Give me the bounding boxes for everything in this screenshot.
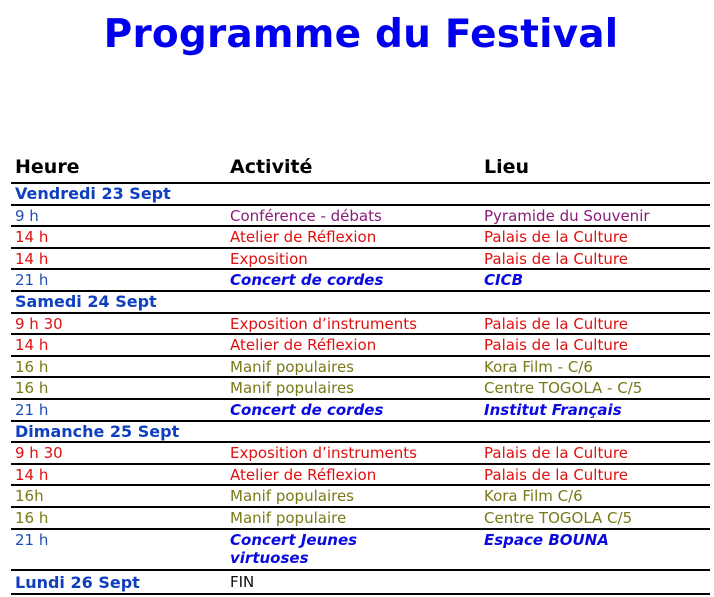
day-label: Lundi 26 Sept <box>15 573 140 593</box>
venue-cell: Palais de la Culture <box>484 314 628 333</box>
venue-cell: Palais de la Culture <box>484 249 628 268</box>
table-row <box>11 508 710 530</box>
activity-cell: Manif populaires <box>230 487 354 506</box>
table-row <box>11 249 710 271</box>
activity-cell: Exposition d’instruments <box>230 444 417 463</box>
venue-cell: Espace BOUNA <box>484 530 609 549</box>
activity-cell: Atelier de Réflexion <box>230 465 377 484</box>
time-cell: 9 h 30 <box>15 444 63 463</box>
venue-cell: Palais de la Culture <box>484 465 628 484</box>
time-cell: 14 h <box>15 249 49 268</box>
day-row <box>11 292 710 314</box>
venue-cell: Kora Film C/6 <box>484 487 583 506</box>
table-row <box>11 335 710 357</box>
venue-cell: Palais de la Culture <box>484 228 628 247</box>
time-cell: 16 h <box>15 508 49 527</box>
table-row <box>11 443 710 465</box>
venue-cell: Centre TOGOLA - C/5 <box>484 379 643 398</box>
time-cell: 9 h <box>15 206 39 225</box>
venue-cell: CICB <box>484 271 524 290</box>
activity-cell: Atelier de Réflexion <box>230 228 377 247</box>
activity-cell: Concert Jeunes virtuoses <box>230 530 358 567</box>
time-cell: 16h <box>15 487 44 506</box>
header-activite: Activité <box>230 156 313 178</box>
activity-cell: Conférence - débats <box>230 206 382 225</box>
activity-cell: Atelier de Réflexion <box>230 336 377 355</box>
venue-cell: Institut Français <box>484 400 622 419</box>
venue-cell: Pyramide du Souvenir <box>484 206 650 225</box>
activity-cell: Concert de cordes <box>230 271 384 290</box>
activity-cell: Manif populaires <box>230 379 354 398</box>
time-cell: 16 h <box>15 357 49 376</box>
header-heure: Heure <box>15 156 80 178</box>
header-lieu: Lieu <box>484 156 530 178</box>
time-cell: 14 h <box>15 228 49 247</box>
table-row <box>11 314 710 336</box>
day-label: Samedi 24 Sept <box>15 291 157 311</box>
page-title: Programme du Festival <box>103 12 619 57</box>
day-row <box>11 422 710 444</box>
venue-cell: Palais de la Culture <box>484 336 628 355</box>
table-header <box>11 156 710 184</box>
final-row <box>11 571 710 595</box>
activity-cell: Exposition <box>230 249 308 268</box>
activity-cell: Manif populaire <box>230 508 347 527</box>
time-cell: 21 h <box>15 271 49 290</box>
time-cell: 14 h <box>15 336 49 355</box>
activity-cell: Manif populaires <box>230 357 354 376</box>
table-row <box>11 357 710 379</box>
table-row <box>11 206 710 228</box>
activity-cell: FIN <box>230 573 255 592</box>
programme-table <box>11 156 710 595</box>
day-label: Vendredi 23 Sept <box>15 184 171 203</box>
table-row <box>11 465 710 487</box>
time-cell: 9 h 30 <box>15 314 63 333</box>
table-row <box>11 227 710 249</box>
time-cell: 21 h <box>15 400 49 419</box>
activity-cell: Exposition d’instruments <box>230 314 417 333</box>
day-row <box>11 184 710 206</box>
venue-cell: Kora Film - C/6 <box>484 357 593 376</box>
table-row <box>11 530 710 572</box>
time-cell: 14 h <box>15 465 49 484</box>
time-cell: 21 h <box>15 530 49 549</box>
venue-cell: Centre TOGOLA C/5 <box>484 508 633 527</box>
activity-cell: Concert de cordes <box>230 400 384 419</box>
table-row <box>11 400 710 422</box>
day-label: Dimanche 25 Sept <box>15 421 180 441</box>
table-row <box>11 270 710 292</box>
table-row <box>11 486 710 508</box>
time-cell: 16 h <box>15 379 49 398</box>
table-row <box>11 378 710 400</box>
venue-cell: Palais de la Culture <box>484 444 628 463</box>
